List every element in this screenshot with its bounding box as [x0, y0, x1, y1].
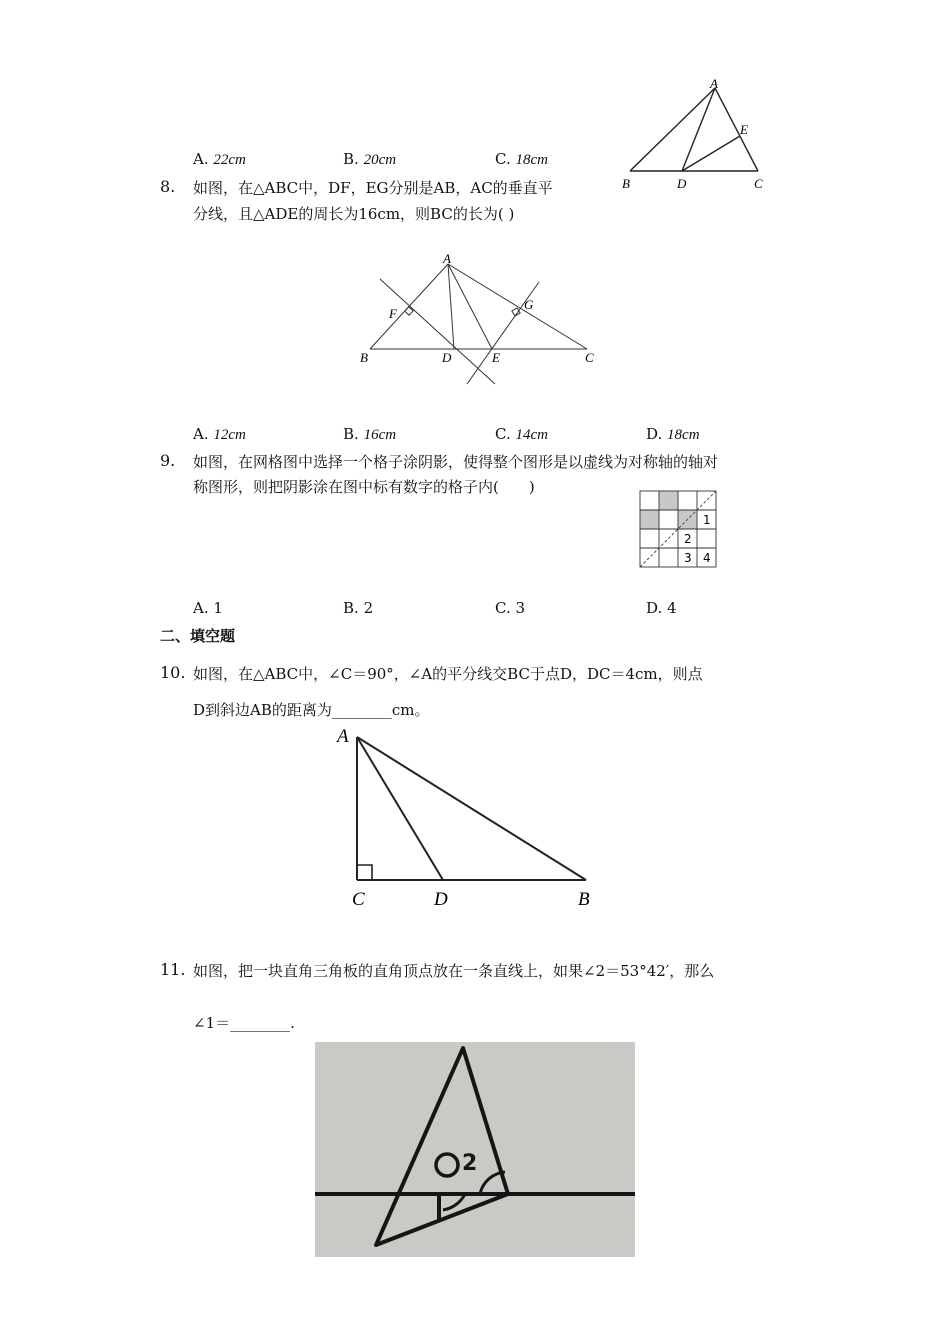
option-a[interactable]: A. 12cm [193, 425, 246, 443]
question-text-line2: ∠1＝________. [193, 1014, 295, 1032]
question-text-line2: 分线，且△ADE的周长为16cm，则BC的长为( ) [193, 205, 515, 223]
grid-number-3: 3 [684, 551, 692, 565]
label-d: D [677, 176, 687, 191]
grid-number-4: 4 [703, 551, 711, 565]
q8-triangle-figure [355, 252, 605, 387]
section-title: 二、填空题 [160, 627, 236, 645]
option-d[interactable]: D. 18cm [646, 425, 700, 443]
q11-photo-figure [315, 1042, 635, 1257]
option-a[interactable]: A. 1 [193, 599, 223, 617]
q10-triangle-figure [328, 722, 608, 912]
question-text-line2: D到斜边AB的距离为________cm。 [193, 701, 430, 719]
label-b: B [622, 176, 630, 191]
option-d[interactable]: D. 4 [646, 599, 677, 617]
option-c[interactable]: C. 14cm [495, 425, 548, 443]
option-b[interactable]: B. 2 [343, 599, 374, 617]
q9-grid-figure [638, 489, 722, 571]
question-text-line1: 如图，在△ABC中，DF，EG分别是AB，AC的垂直平 [193, 179, 553, 197]
label-d: D [442, 350, 452, 365]
q7-triangle-figure [612, 76, 782, 198]
label-a: A [443, 252, 451, 266]
label-b: B [360, 350, 368, 365]
question-text-line2: 称图形，则把阴影涂在图中标有数字的格子内( ) [193, 478, 535, 496]
question-text-line1: 如图，在网格图中选择一个格子涂阴影，使得整个图形是以虚线为对称轴的轴对 [193, 453, 719, 471]
angle-2-label: 2 [462, 1151, 478, 1176]
label-c: C [754, 176, 763, 191]
option-b[interactable]: B. 20cm [343, 150, 397, 168]
set-square-drawing [315, 1042, 635, 1257]
label-a: A [710, 76, 718, 91]
grid-number-2: 2 [684, 532, 692, 546]
label-f: F [389, 306, 397, 321]
label-c: C [352, 889, 365, 910]
label-b: B [578, 889, 590, 910]
question-number: 11. [160, 960, 186, 979]
label-e: E [740, 122, 748, 137]
label-c: C [585, 350, 594, 365]
option-c[interactable]: C. 18cm [495, 150, 548, 168]
label-g: G [524, 297, 534, 312]
label-e: E [492, 350, 500, 365]
question-text-line1: 如图，在△ABC中，∠C＝90°，∠A的平分线交BC于点D，DC＝4cm，则点 [193, 665, 703, 683]
question-number: 10. [160, 663, 186, 682]
option-a[interactable]: A. 22cm [193, 150, 246, 168]
question-number: 8. [160, 177, 176, 196]
question-text-line1: 如图，把一块直角三角板的直角顶点放在一条直线上，如果∠2＝53°42′，那么 [193, 962, 715, 980]
grid-number-1: 1 [703, 513, 711, 527]
question-number: 9. [160, 451, 176, 470]
label-d: D [434, 889, 448, 910]
option-b[interactable]: B. 16cm [343, 425, 397, 443]
option-c[interactable]: C. 3 [495, 599, 526, 617]
label-a: A [337, 726, 349, 747]
